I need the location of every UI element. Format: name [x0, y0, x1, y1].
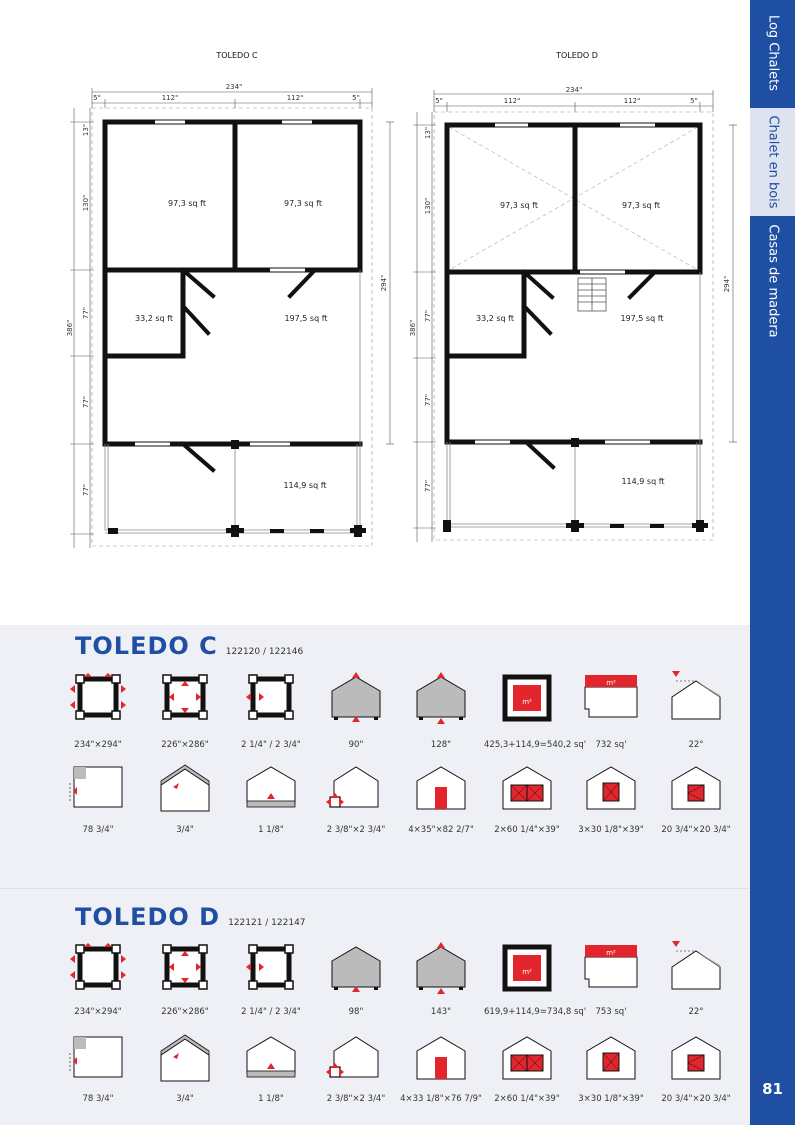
interior-dimensions-icon — [163, 945, 207, 989]
side-navigation — [750, 0, 795, 1125]
posts-toledo-c — [108, 440, 366, 537]
dim-depth: 294" — [380, 274, 388, 292]
roof-board-icon — [161, 765, 209, 811]
dim-row1: 13" — [424, 126, 432, 140]
area-label: 33,2 sq ft — [476, 314, 514, 323]
spec-value: 619,9+114,9=734,8 sq' — [484, 1007, 587, 1017]
spec-value: 128" — [430, 740, 452, 750]
area-badge: m² — [522, 698, 532, 706]
spec-value: 425,3+114,9=540,2 sq' — [484, 740, 587, 750]
spec-value: 234"×294" — [74, 740, 122, 750]
dim-row4: 77" — [424, 393, 432, 407]
model-codes: 122120 / 122146 — [225, 647, 304, 657]
divider — [0, 888, 750, 889]
area-label: 197,5 sq ft — [284, 314, 328, 323]
dim-row3: 77" — [82, 306, 90, 320]
side-height-icon — [332, 947, 380, 990]
walls-toledo-d — [447, 125, 700, 467]
tab-casas-de-madera[interactable]: Casas de madera — [765, 223, 780, 338]
spec-value: 3×30 1/8"×39" — [578, 1094, 644, 1104]
ridge-height-icon — [417, 677, 465, 720]
window-icon — [587, 767, 635, 809]
posts-toledo-d — [443, 438, 708, 532]
dim-margin-left: 5" — [435, 97, 443, 105]
area-label: 197,5 sq ft — [620, 314, 664, 323]
spec-value: 22° — [688, 1007, 704, 1017]
double-window-icon — [503, 767, 551, 809]
spec-value: 2×60 1/4"×39" — [494, 825, 560, 835]
door-icon — [417, 1037, 465, 1079]
spec-value: 2×60 1/4"×39" — [494, 1094, 560, 1104]
spec-value: 4×33 1/8"×76 7/9" — [400, 1094, 482, 1104]
floor-board-icon — [247, 767, 295, 807]
small-window-icon — [672, 1037, 720, 1079]
dim-row5: 77" — [424, 479, 432, 493]
area-label: 114,9 sq ft — [283, 481, 327, 490]
spec-value: 1 1/8" — [258, 825, 284, 835]
spec-value: 90" — [348, 740, 364, 750]
spec-value: 226"×286" — [161, 740, 209, 750]
spec-value: 753 sq' — [595, 1007, 627, 1017]
window-icon — [587, 1037, 635, 1079]
area-badge: m² — [522, 968, 532, 976]
tab-chalet-en-bois[interactable]: Chalet en bois — [750, 108, 795, 216]
area-label: 97,3 sq ft — [284, 199, 322, 208]
area-label: 97,3 sq ft — [168, 199, 206, 208]
dim-total-width: 234" — [225, 83, 243, 91]
model-title: TOLEDO C 122120 / 122146 — [75, 632, 304, 660]
small-window-icon — [672, 767, 720, 809]
openings-toledo-d — [475, 125, 700, 442]
dim-margin-left: 5" — [93, 94, 101, 102]
area-badge: m² — [606, 949, 616, 957]
dim-full-depth: 386" — [409, 319, 417, 337]
spec-value: 20 3/4"×20 3/4" — [661, 1094, 731, 1104]
spec-icons-toledo-c — [0, 668, 750, 878]
dim-half-left: 112" — [161, 94, 179, 102]
model-codes: 122121 / 122147 — [228, 918, 306, 928]
dim-total-width: 234" — [565, 86, 583, 94]
exterior-dimensions-icon — [70, 673, 126, 719]
area-badge: m² — [606, 679, 616, 687]
area-label: 97,3 sq ft — [500, 201, 538, 210]
spec-value: 78 3/4" — [82, 1094, 114, 1104]
side-height-icon — [332, 677, 380, 720]
spec-value: 2 3/8"×2 3/4" — [326, 1094, 386, 1104]
spec-value: 2 3/8"×2 3/4" — [326, 825, 386, 835]
floor-board-icon — [247, 1037, 295, 1077]
dim-half-right: 112" — [286, 94, 304, 102]
dim-row1: 13" — [82, 123, 90, 137]
roof-pitch-icon — [672, 941, 720, 989]
spec-value: 98" — [348, 1007, 364, 1017]
spec-value: 234"×294" — [74, 1007, 122, 1017]
spec-value: 20 3/4"×20 3/4" — [661, 825, 731, 835]
area-label: 114,9 sq ft — [621, 477, 665, 486]
spec-value: 4×35"×82 2/7" — [408, 825, 474, 835]
roof-pitch-icon — [672, 671, 720, 719]
dim-half-left: 112" — [503, 97, 521, 105]
spec-value: 2 1/4" / 2 3/4" — [241, 1007, 301, 1017]
door-icon — [417, 767, 465, 809]
exterior-dimensions-icon — [70, 943, 126, 989]
spec-value: 143" — [430, 1007, 452, 1017]
model-title: TOLEDO D 122121 / 122147 — [75, 903, 306, 931]
spec-value: 1 1/8" — [258, 1094, 284, 1104]
spec-value: 3×30 1/8"×39" — [578, 825, 644, 835]
porch-toledo-c — [105, 270, 360, 533]
page-number: 81 — [762, 1080, 783, 1098]
dim-margin-right: 5" — [690, 97, 698, 105]
floor-beam-icon — [326, 767, 378, 807]
area-label: 97,3 sq ft — [622, 201, 660, 210]
double-window-icon — [503, 1037, 551, 1079]
dim-row3: 77" — [424, 309, 432, 323]
dim-row4: 77" — [82, 395, 90, 409]
spec-icons-toledo-d — [0, 938, 750, 1148]
porch-toledo-d — [447, 272, 700, 527]
dim-depth: 294" — [723, 275, 731, 293]
dim-half-right: 112" — [623, 97, 641, 105]
stairs-icon — [578, 278, 606, 311]
interior-dimensions-icon — [163, 675, 207, 719]
dim-full-depth: 386" — [66, 319, 74, 337]
side-overhang-icon — [70, 1037, 122, 1077]
spec-value: 2 1/4" / 2 3/4" — [241, 740, 301, 750]
roof-board-icon — [161, 1035, 209, 1081]
side-overhang-icon — [70, 767, 122, 807]
dim-row2: 130" — [424, 197, 432, 215]
floor-plan-toledo-c — [66, 51, 394, 548]
floor-beam-icon — [326, 1037, 378, 1077]
dim-row2: 130" — [82, 194, 90, 212]
dim-row5: 77" — [82, 483, 90, 497]
dim-margin-right: 5" — [352, 94, 360, 102]
wall-thickness-icon — [246, 675, 293, 719]
spec-value: 3/4" — [176, 1094, 194, 1104]
spec-value: 78 3/4" — [82, 825, 114, 835]
area-label: 33,2 sq ft — [135, 314, 173, 323]
plan-title: TOLEDO D — [556, 51, 598, 60]
walls-toledo-c — [105, 122, 360, 470]
spec-value: 732 sq' — [595, 740, 627, 750]
ridge-height-icon — [417, 947, 465, 990]
spec-value: 22° — [688, 740, 704, 750]
openings-toledo-c — [135, 122, 360, 444]
plan-title: TOLEDO C — [216, 51, 258, 60]
wall-thickness-icon — [246, 945, 293, 989]
tab-log-chalets[interactable]: Log Chalets — [765, 14, 780, 91]
spec-value: 3/4" — [176, 825, 194, 835]
spec-value: 226"×286" — [161, 1007, 209, 1017]
